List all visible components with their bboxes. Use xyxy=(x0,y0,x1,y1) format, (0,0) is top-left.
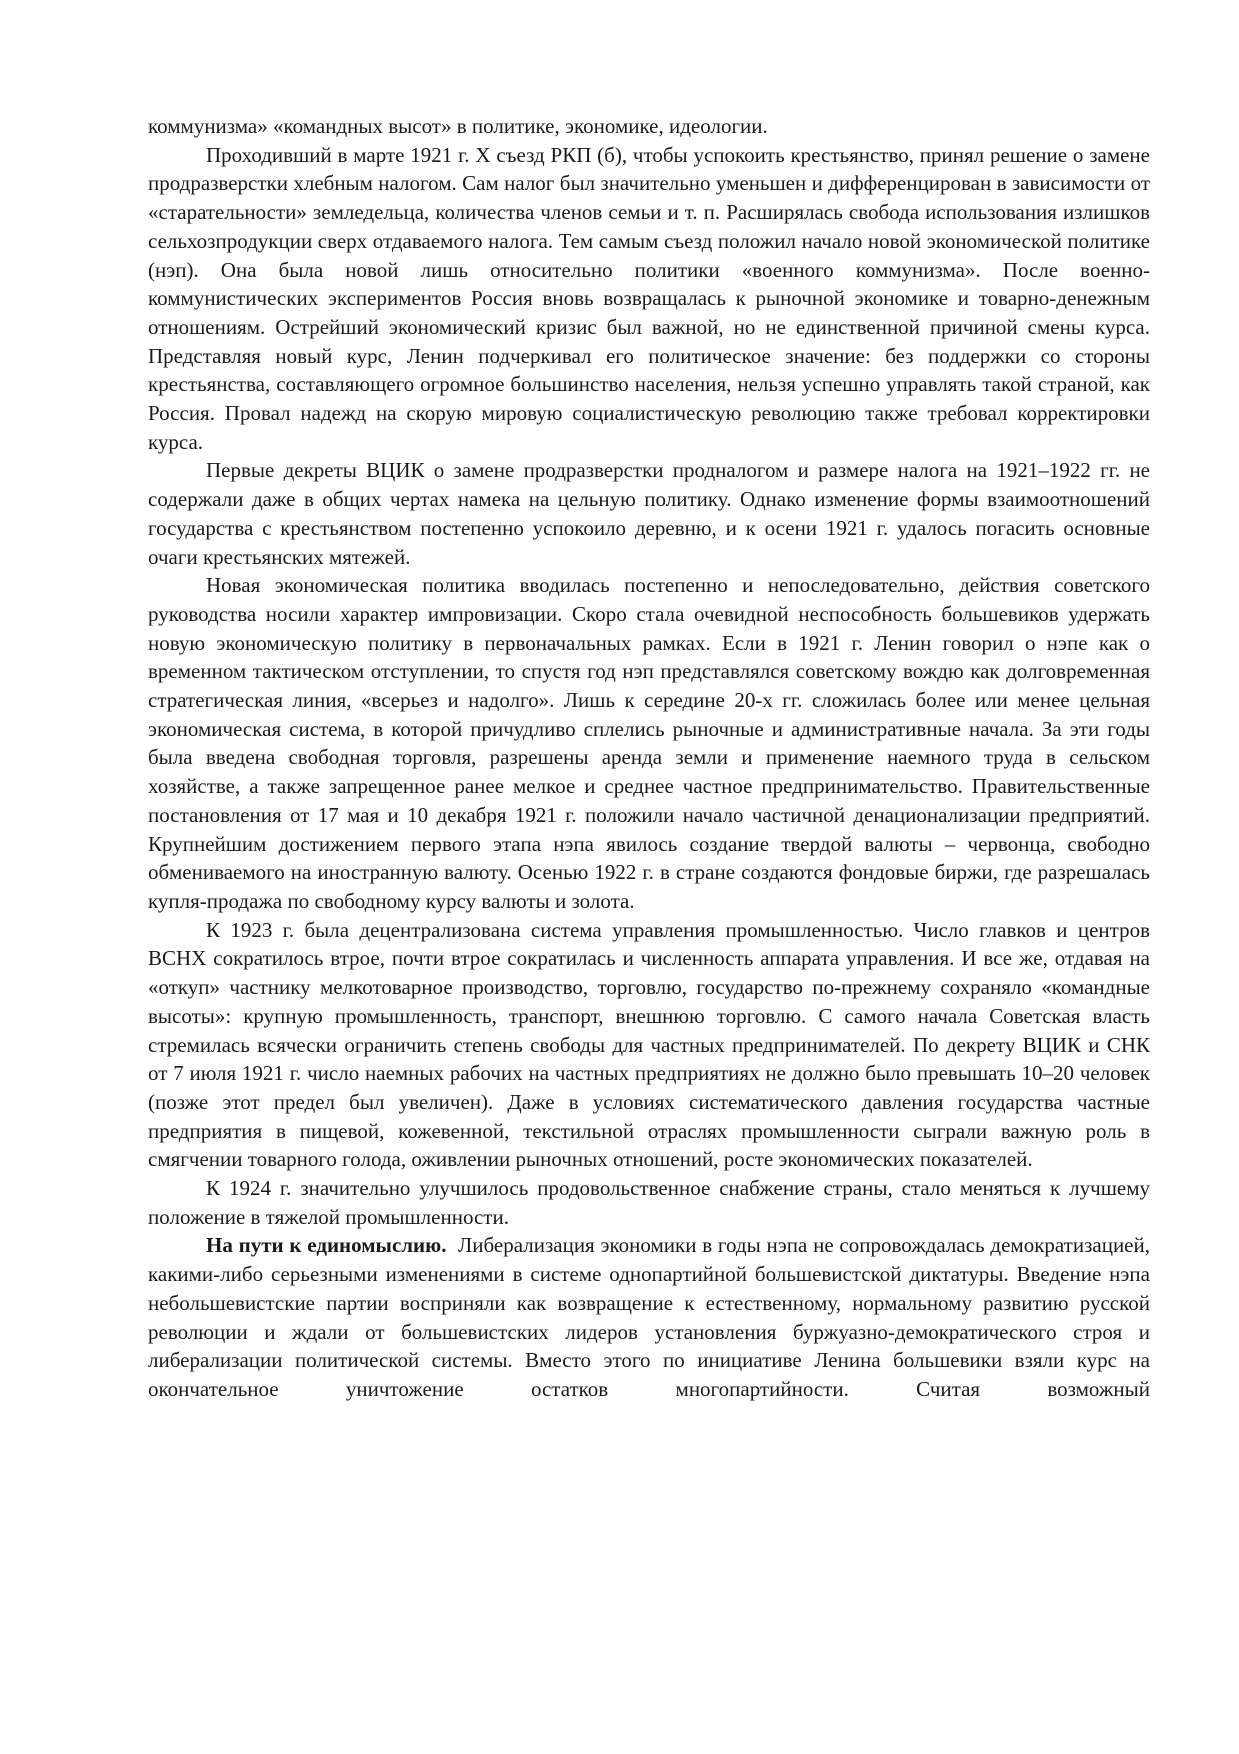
paragraph-x-congress: Проходивший в марте 1921 г. X съезд РКП (б), чтобы успокоить крестьянство, принял решение о замене продразверстки хлебным налогом. Сам налог был значительно уменьшен и дифференцирован в зависимости от «старательности» земледельца, количества членов семьи и т. п. Расширялась свобода использования излишков сельхозпродукции сверх отдаваемого налога. Тем самым съезд положил начало новой экономической политике (нэп). Она была новой лишь относительно политики «военного коммунизма». После военно-коммунистических экспериментов Россия вновь возвращалась к рыночной экономике и товарно-денежным отношениям. Острейший экономический кризис был важной, но не единственной причиной смены курса. Представляя новый курс, Ленин подчеркивал его политическое значение: без поддержки со стороны крестьянства, составляющего огромное большинство населения, нельзя успешно управлять такой страной, как Россия. Провал надежд на скорую мировую социалистическую революцию также требовал корректировки курса. xyxy=(148,142,1150,454)
document-page xyxy=(148,112,1150,1404)
paragraph-decentralization: К 1923 г. была децентрализована система управления промышленностью. Число главков и центров ВСНХ сократилось втрое, почти втрое сократилась и численность аппарата управления. И все же, отдавая на «откуп» частнику мелкотоварное производство, торговлю, государство по-прежнему сохраняло «командные высоты»: крупную промышленность, транспорт, внешнюю торговлю. С самого начала Советская власть стремилась всячески ограничить степень свободы для частных предпринимателей. По декрету ВЦИК и СНК от 7 июля 1921 г. число наемных рабочих на частных предприятиях не должно было превышать 10–20 человек (позже этот предел был увеличен). Даже в условиях систематического давления государства частные предприятия в пищевой, кожевенной, текстильной отраслях промышленности сыграли важную роль в смягчении товарного голода, оживлении рыночных отношений, росте экономических показателей. xyxy=(148,917,1150,1172)
paragraph-food-supply: К 1924 г. значительно улучшилось продовольственное снабжение страны, стало меняться к лучшему положение в тяжелой промышленности. xyxy=(148,1176,1150,1229)
paragraph-nep-introduction: Новая экономическая политика вводилась постепенно и непоследовательно, действия советского руководства носили характер импровизации. Скоро стала очевидной неспособность большевиков удержать новую экономическую политику в первоначальных рамках. Если в 1921 г. Ленин говорил о нэпе как о временном тактическом отступлении, то спустя год нэп представлялся советскому вождю как долговременная стратегическая линия, «всерьез и надолго». Лишь к середине 20-х гг. сложилась более или менее цельная экономическая система, в которой причудливо сплелись рыночные и административные начала. За эти годы была введена свободная торговля, разрешены аренда земли и применение наемного труда в сельском хозяйстве, а также запрещенное ранее мелкое и среднее частное предпринимательство. Правительственные постановления от 17 мая и 10 декабря 1921 г. положили начало частичной денационализации предприятий. Крупнейшим достижением первого этапа нэпа явилось создание твердой валюты – червонца, свободно обмениваемого на иностранную валюту. Осенью 1922 г. в стране создаются фондовые биржи, где разрешалась купля-продажа по свободному курсу валюты и золота. xyxy=(148,573,1150,913)
paragraph-vtsik-decrees: Первые декреты ВЦИК о замене продразверстки продналогом и размере налога на 1921–1922 гг. не содержали даже в общих чертах намека на цельную политику. Однако изменение формы взаимоотношений государства с крестьянством постепенно успокоило деревню, и к осени 1921 г. удалось погасить основные очаги крестьянских мятежей. xyxy=(148,458,1150,569)
paragraph-continuation: коммунизма» «командных высот» в политике, экономике, идеологии. xyxy=(148,114,768,138)
section-text: Либерализация экономики в годы нэпа не сопровождалась демократизацией, какими-либо серьезными изменениями в системе однопартийной большевистской диктатуры. Введение нэпа небольшевистские партии восприняли как возвращение к естественному, нормальному развитию русской революции и ждали от большевистских лидеров установления буржуазно-демократического строя и либерализации политической системы. Вместо этого по инициативе Ленина большевики взяли курс на окончательное уничтожение остатков многопартийности. Считая возможный xyxy=(148,1233,1150,1401)
section-heading: На пути к единомыслию. xyxy=(206,1233,447,1258)
paragraph-section-unanimity xyxy=(148,1231,1150,1403)
